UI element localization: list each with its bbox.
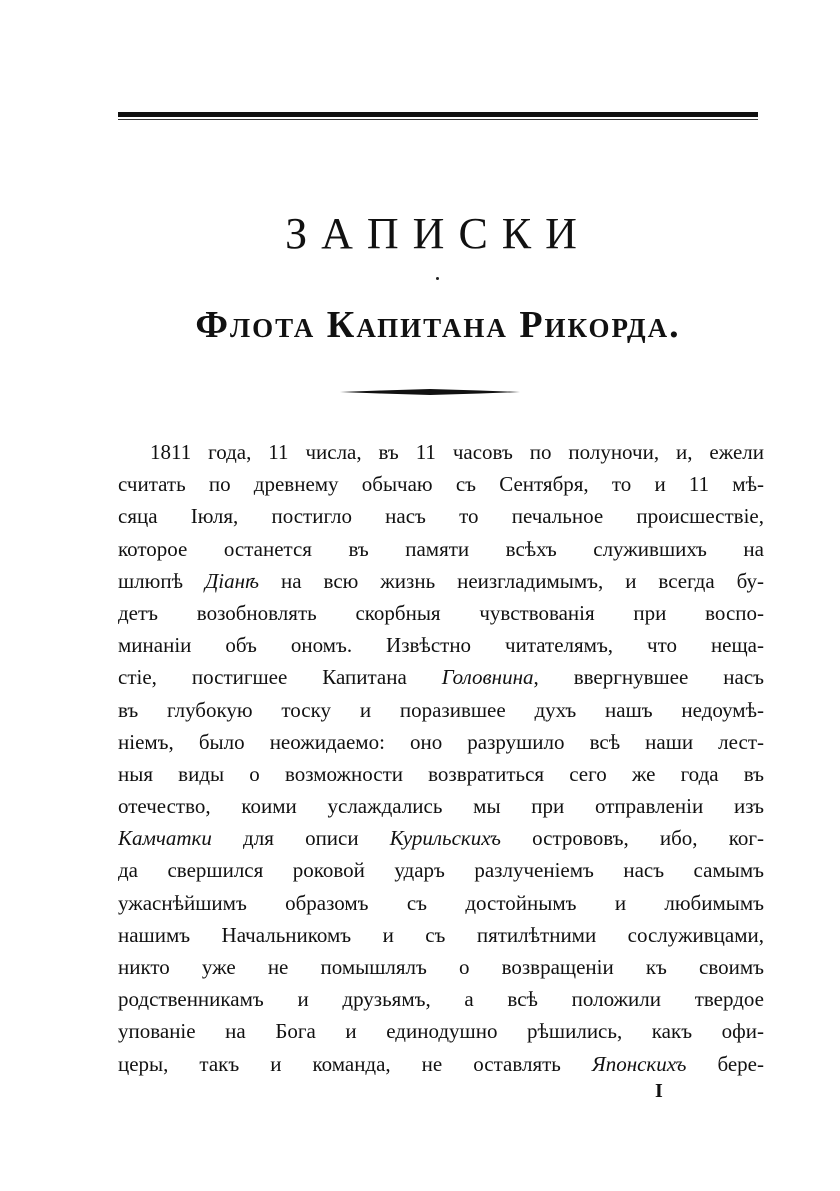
text-line: [118, 661, 764, 693]
header-rule: [118, 112, 758, 117]
text-line: [118, 983, 764, 1015]
text-line: [118, 919, 764, 951]
header-rule-thin: [118, 119, 758, 120]
text-segment: бере-: [686, 1051, 764, 1076]
text-segment: минаніи объ ономъ. Извѣстно читателямъ, что нещa-: [118, 633, 764, 658]
text-line: [118, 1015, 764, 1047]
italic-segment: Головнина: [441, 665, 534, 690]
text-segment: считать по древнему обычаю съ Сентября, то и 11 мѣ-: [118, 472, 764, 497]
ornament-divider: [340, 388, 520, 396]
text-line: [118, 887, 764, 919]
text-segment: церы, такъ и команда, не оставлять: [118, 1051, 592, 1076]
text-line: [118, 758, 764, 790]
text-segment: родственникамъ и друзьямъ, а всѣ положили твердое: [118, 987, 764, 1012]
text-segment: нашимъ Начальникомъ и съ пятилѣтними сослуживцами,: [118, 922, 764, 947]
text-line: [118, 1048, 764, 1080]
page-subtitle: Флота Капитана Рикорда.: [195, 304, 681, 346]
page-number: I: [655, 1080, 663, 1102]
text-segment: шлюпѣ: [118, 568, 205, 593]
text-segment: никто уже не помышлялъ о возвращеніи къ своимъ: [118, 955, 764, 979]
text-line: [118, 436, 764, 468]
text-segment: острововъ, ибо, ког-: [500, 826, 764, 851]
text-line: [118, 500, 764, 532]
text-segment: сяца Іюля, постигло насъ то печальное происшествіе,: [118, 504, 764, 529]
italic-segment: Діанѣ: [204, 568, 260, 593]
text-segment: , ввергнувшее насъ: [533, 665, 764, 690]
text-segment: на всю жизнь неизгладимымъ, и всегда бу-: [259, 568, 764, 593]
text-segment: которое останется въ памяти всѣхъ служившихъ на: [118, 536, 764, 561]
text-segment: детъ возобновлять скорбныя чувствованія при воспо-: [118, 600, 764, 625]
text-segment: ніемъ, было неожидаемо: оно разрушило всѣ наши лест-: [118, 729, 764, 754]
page-title: ЗАПИСКИ: [285, 209, 591, 258]
text-line: [118, 468, 764, 500]
text-segment: стіе, постигшее Капитана: [118, 665, 442, 690]
text-line: [118, 565, 764, 597]
text-segment: упованіе на Бога и единодушно рѣшились, какъ офи-: [118, 1019, 764, 1044]
text-segment: отечество, коими услаждались мы при отправленіи изъ: [118, 794, 764, 819]
text-line: [118, 790, 764, 822]
italic-segment: Камчатки: [118, 826, 212, 851]
text-segment: 1811 года, 11 числа, въ 11 часовъ по полуночи, и, ежели: [150, 440, 764, 464]
body-paragraph: [118, 436, 764, 1080]
text-line: [118, 951, 764, 983]
text-line: [118, 822, 764, 854]
text-line: [118, 597, 764, 629]
decorative-dot: [436, 277, 439, 280]
text-line: [118, 629, 764, 661]
text-line: [118, 694, 764, 726]
text-segment: ныя виды о возможности возвратиться сего же года въ: [118, 761, 764, 786]
italic-segment: Японскихъ: [591, 1051, 687, 1076]
text-segment: для описи: [211, 826, 390, 851]
text-segment: въ глубокую тоску и поразившее духъ нашъ недоумѣ-: [118, 697, 764, 722]
text-segment: да свершился роковой ударъ разлученіемъ насъ самымъ: [118, 858, 764, 883]
text-line: [118, 854, 764, 886]
text-line: [118, 726, 764, 758]
text-segment: ужаснѣйшимъ образомъ съ достойнымъ и любимымъ: [118, 890, 764, 915]
text-line: [118, 533, 764, 565]
italic-segment: Курильскихъ: [389, 826, 501, 851]
